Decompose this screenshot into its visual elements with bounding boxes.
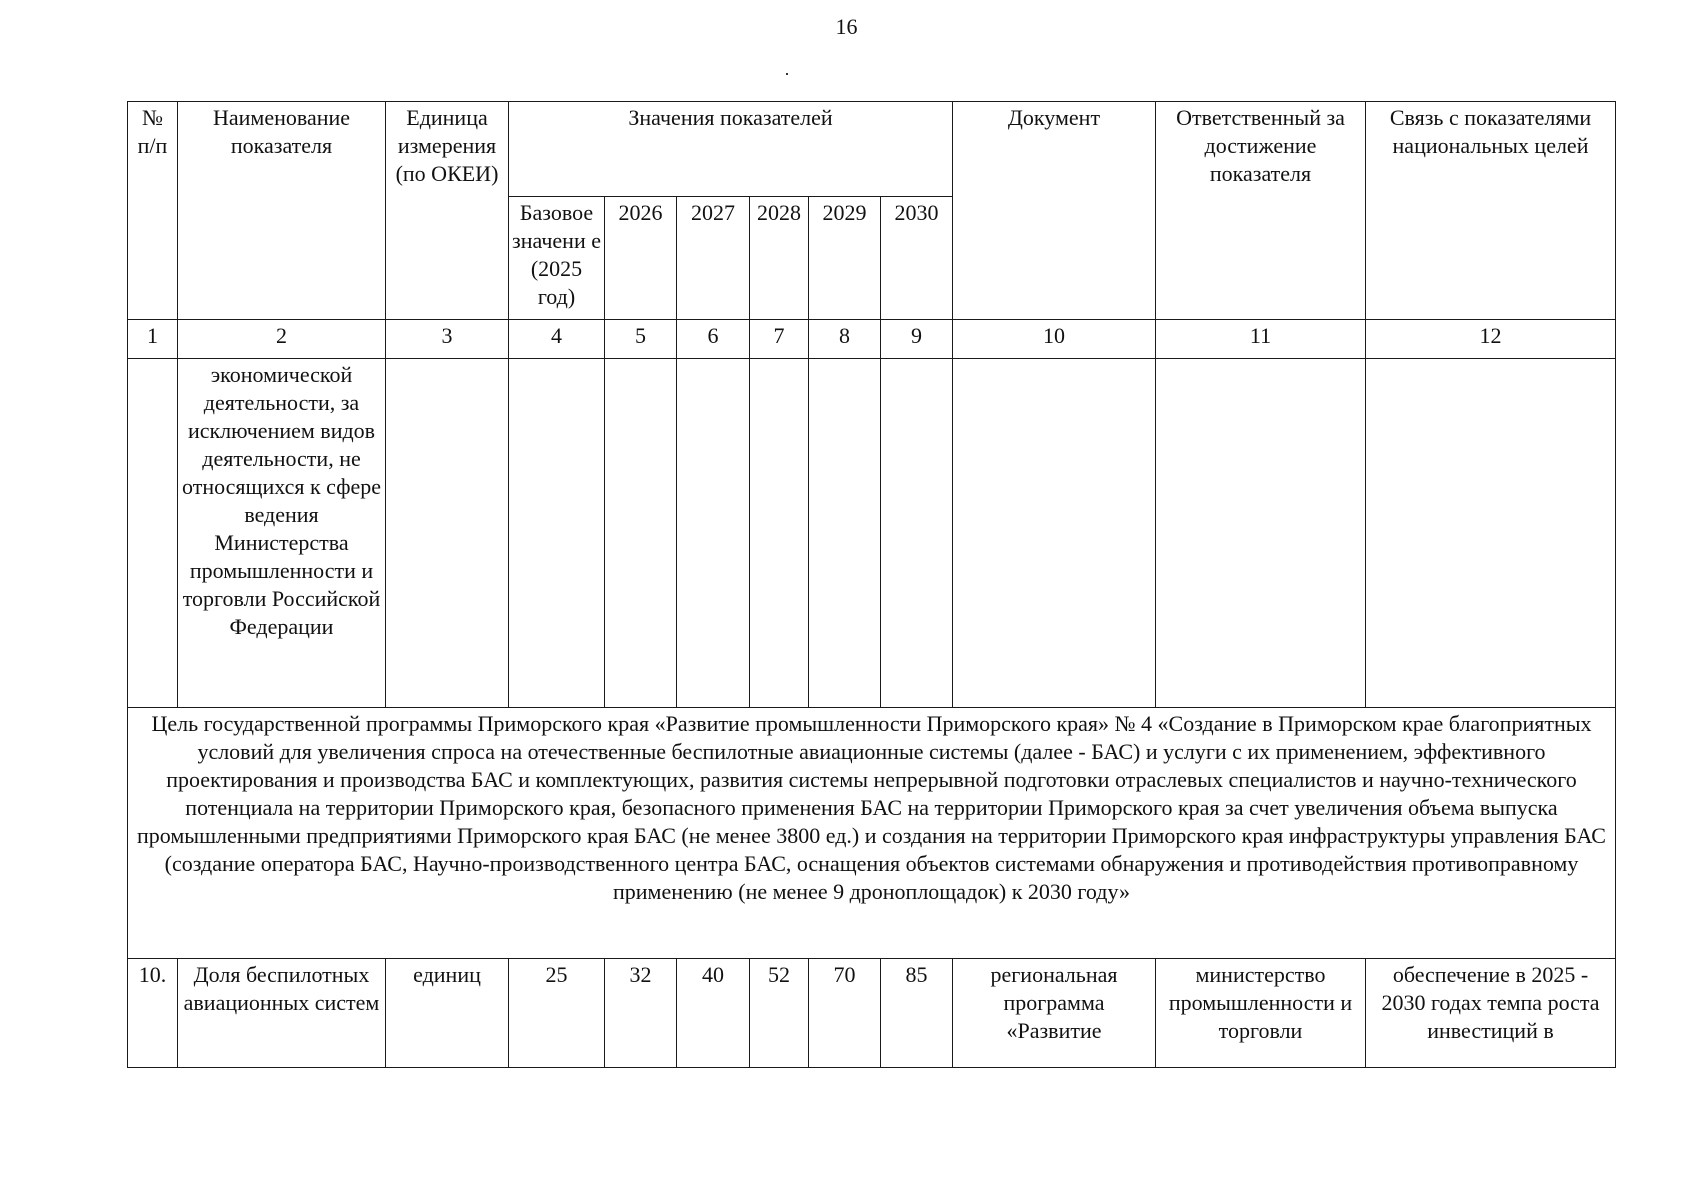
row-value-2026: 32 <box>605 959 677 1068</box>
row-national-goal-link: обеспечение в 2025 - 2030 годах темпа роста инвестиций в <box>1366 959 1616 1068</box>
goal-row <box>128 708 1616 959</box>
column-number: 10 <box>953 320 1156 359</box>
column-number: 8 <box>809 320 881 359</box>
table-row <box>128 959 1616 1068</box>
header-year-2028: 2028 <box>750 197 809 320</box>
column-number: 1 <box>128 320 178 359</box>
row-unit: единиц <box>386 959 509 1068</box>
column-number-row <box>128 320 1616 359</box>
header-row-1 <box>128 102 1616 197</box>
cont-empty-cell <box>809 359 881 708</box>
cont-empty-cell <box>605 359 677 708</box>
column-number: 11 <box>1156 320 1366 359</box>
row-value-2027: 40 <box>677 959 750 1068</box>
column-number: 4 <box>509 320 605 359</box>
row-num: 10. <box>128 959 178 1068</box>
header-base-value: Базовое значени е (2025 год) <box>509 197 605 320</box>
row-value-2028: 52 <box>750 959 809 1068</box>
column-number: 3 <box>386 320 509 359</box>
column-number: 9 <box>881 320 953 359</box>
program-goal-text: Цель государственной программы Приморского края «Развитие промышленности Приморского края» № 4 «Создание в Приморском крае благоприятных условий для увеличения спроса на отечественные беспилотные авиационные системы (далее - БАС) и услуги с их применением, эффективного проектирования и производства БАС и комплектующих, развития системы непрерывной подготовки отраслевых специалистов и научно-технического потенциала на территории Приморского края, безопасного применения БАС на территории Приморского края за счет увеличения объема выпуска промышленными предприятиями Приморского края БАС (не менее 3800 ед.) и создания на территории Приморского края инфраструктуры управления БАС (создание оператора БАС, Научно-производственного центра БАС, оснащения объектов системами обнаружения и противодействия противоправному применению (не менее 9 дроноплощадок) к 2030 году» <box>128 708 1616 959</box>
header-name: Наименование показателя <box>178 102 386 320</box>
scan-dot <box>786 73 788 75</box>
cont-empty-cell <box>386 359 509 708</box>
header-year-2029: 2029 <box>809 197 881 320</box>
cont-num-cell <box>128 359 178 708</box>
column-number: 5 <box>605 320 677 359</box>
row-name: Доля беспилотных авиационных систем <box>178 959 386 1068</box>
page-number: 16 <box>835 14 858 39</box>
row-value-2029: 70 <box>809 959 881 1068</box>
column-number: 2 <box>178 320 386 359</box>
row-value-2030: 85 <box>881 959 953 1068</box>
row-responsible: министерство промышленности и торговли <box>1156 959 1366 1068</box>
cont-empty-cell <box>881 359 953 708</box>
header-link: Связь с показателями национальных целей <box>1366 102 1616 320</box>
header-year-2030: 2030 <box>881 197 953 320</box>
row-document: региональная программа «Развитие <box>953 959 1156 1068</box>
header-year-2026: 2026 <box>605 197 677 320</box>
column-number: 6 <box>677 320 750 359</box>
header-unit: Единица измерения (по ОКЕИ) <box>386 102 509 320</box>
cont-empty-cell <box>677 359 750 708</box>
cont-empty-cell <box>953 359 1156 708</box>
cont-empty-cell <box>509 359 605 708</box>
cont-empty-cell <box>750 359 809 708</box>
header-values: Значения показателей <box>509 102 953 197</box>
cont-empty-cell <box>1156 359 1366 708</box>
continuation-row <box>128 359 1616 708</box>
column-number: 7 <box>750 320 809 359</box>
header-document: Документ <box>953 102 1156 320</box>
header-year-2027: 2027 <box>677 197 750 320</box>
cont-name-cell: экономической деятельности, за исключением видов деятельности, не относящихся к сфере ведения Министерства промышленности и торговли Российской Федерации <box>178 359 386 708</box>
row-base-value: 25 <box>509 959 605 1068</box>
header-num: № п/п <box>128 102 178 320</box>
cont-empty-cell <box>1366 359 1616 708</box>
header-responsible: Ответственный за достижение показателя <box>1156 102 1366 320</box>
indicators-table <box>127 101 1616 1068</box>
column-number: 12 <box>1366 320 1616 359</box>
